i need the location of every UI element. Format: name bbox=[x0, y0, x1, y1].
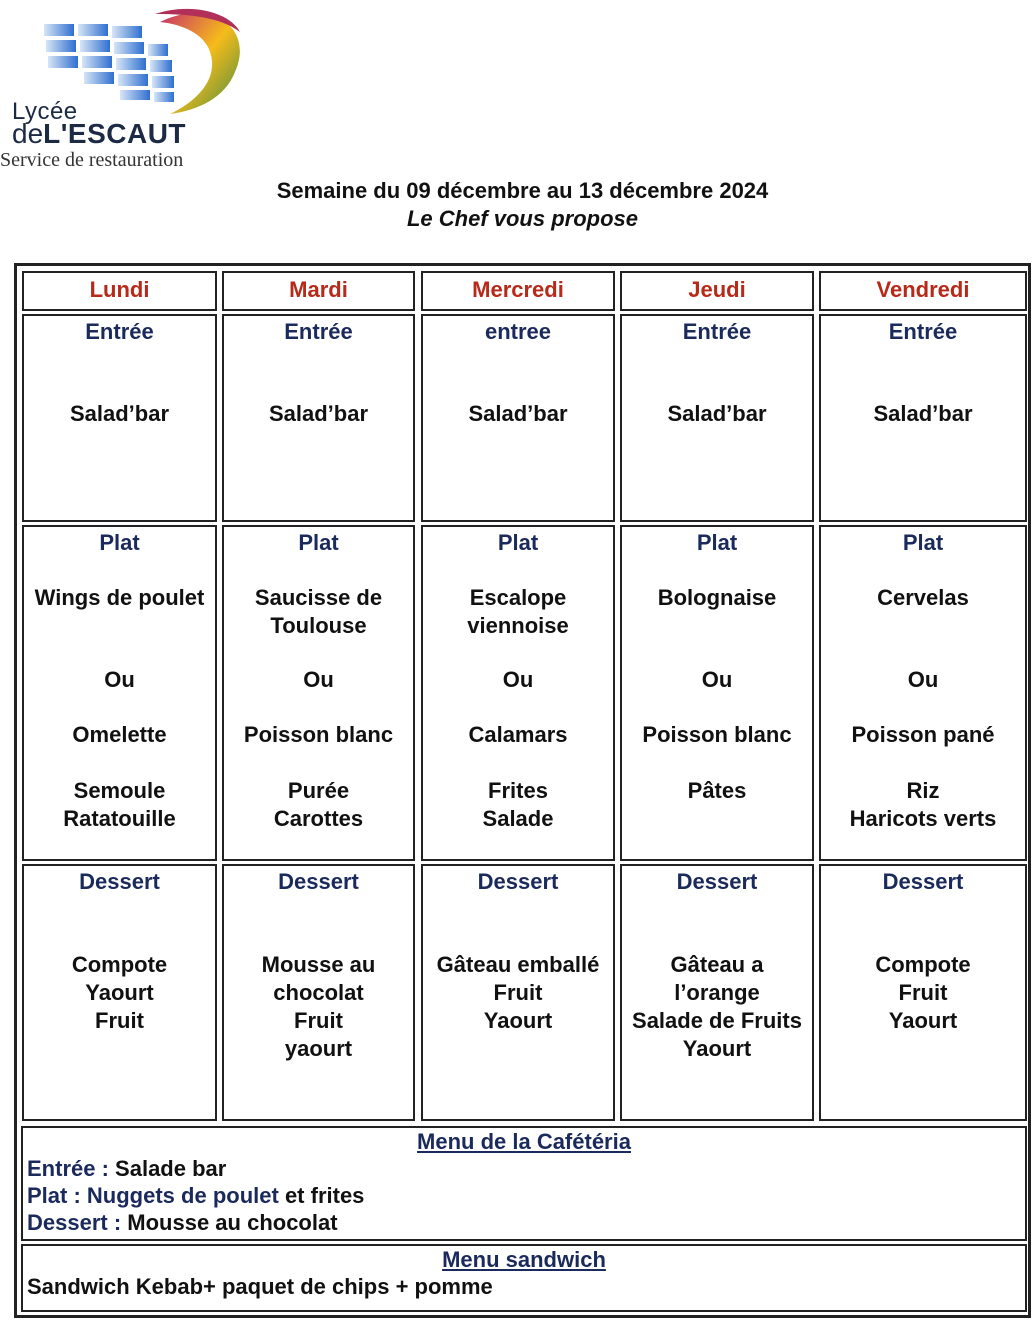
main-dish-1: Bolognaise bbox=[657, 585, 777, 610]
main-cell bbox=[620, 525, 814, 861]
starter-dish: Salad’bar bbox=[873, 401, 973, 426]
starter-label: Entrée bbox=[85, 319, 154, 344]
dessert-item: Mousse au bbox=[261, 952, 376, 977]
dessert-item: yaourt bbox=[284, 1036, 353, 1061]
main-dish-2: Omelette bbox=[72, 722, 167, 747]
dessert-item: Fruit bbox=[493, 980, 543, 1005]
day-header-vendredi: Vendredi bbox=[819, 271, 1027, 311]
main-label: Plat bbox=[99, 530, 140, 555]
school-logo bbox=[0, 0, 260, 175]
sandwich-menu bbox=[21, 1244, 1027, 1312]
sandwich-title: Menu sandwich bbox=[442, 1247, 606, 1272]
cafeteria-menu bbox=[21, 1126, 1027, 1241]
or-separator: Ou bbox=[303, 667, 334, 692]
cafeteria-starter-key: Entrée : bbox=[27, 1156, 109, 1181]
main-dish-1: Cervelas bbox=[877, 585, 969, 610]
menu-table bbox=[14, 263, 1031, 1318]
dessert-item: Fruit bbox=[898, 980, 948, 1005]
main-label: Plat bbox=[696, 530, 738, 555]
starter-cell bbox=[222, 314, 415, 522]
day-header-mercredi: Mercredi bbox=[421, 271, 615, 311]
side-dish: Frites bbox=[488, 778, 548, 803]
dessert-item: Gâteau emballé bbox=[436, 952, 600, 977]
starter-dish: Salad’bar bbox=[468, 401, 568, 426]
logo-line-name bbox=[12, 118, 186, 150]
starter-label: Entrée bbox=[682, 319, 752, 344]
main-label: Plat bbox=[298, 530, 339, 555]
side-dish: Purée bbox=[287, 778, 350, 803]
cafeteria-starter-value: Salade bar bbox=[115, 1156, 227, 1181]
starter-label: Entrée bbox=[284, 319, 353, 344]
main-dish-1: Wings de poulet bbox=[34, 585, 205, 610]
dessert-item: Yaourt bbox=[483, 1008, 553, 1033]
logo-school-name: L'ESCAUT bbox=[43, 118, 187, 149]
or-separator: Ou bbox=[502, 667, 534, 692]
cafeteria-dessert-key: Dessert : bbox=[27, 1210, 122, 1235]
side-dish: Riz bbox=[906, 778, 940, 803]
cafeteria-main-key: Plat : bbox=[27, 1183, 81, 1208]
cafeteria-main-suffix: et frites bbox=[284, 1183, 365, 1208]
side-dish: Haricots verts bbox=[849, 806, 997, 831]
main-dish-1: Saucisse de bbox=[254, 585, 383, 610]
dessert-cell bbox=[620, 864, 814, 1121]
starter-label: Entrée bbox=[888, 319, 958, 344]
dessert-item: l’orange bbox=[674, 980, 760, 1005]
dessert-item: Yaourt bbox=[682, 1036, 752, 1061]
logo-service-line: Service de restauration bbox=[0, 149, 184, 171]
dessert-item: Yaourt bbox=[888, 1008, 958, 1033]
dessert-cell bbox=[819, 864, 1027, 1121]
or-separator: Ou bbox=[907, 667, 939, 692]
starter-cell bbox=[22, 314, 217, 522]
starter-cell bbox=[620, 314, 814, 522]
dessert-item: Compote bbox=[71, 952, 168, 977]
cafeteria-main-value: Nuggets de poulet bbox=[86, 1183, 279, 1208]
main-dish-2: Calamars bbox=[468, 722, 568, 747]
main-cell bbox=[22, 525, 217, 861]
main-dish-2: Poisson blanc bbox=[243, 722, 394, 747]
side-dish: Ratatouille bbox=[63, 806, 176, 831]
starter-dish: Salad’bar bbox=[667, 401, 767, 426]
logo-prefix: de bbox=[12, 118, 44, 149]
side-dish: Salade bbox=[482, 806, 554, 831]
main-dish-1: Escalope bbox=[469, 585, 567, 610]
dessert-label: Dessert bbox=[278, 869, 359, 894]
main-cell bbox=[819, 525, 1027, 861]
day-header-mardi: Mardi bbox=[222, 271, 415, 311]
day-header-jeudi: Jeudi bbox=[620, 271, 814, 311]
week-title: Semaine du 09 décembre au 13 décembre 2024 bbox=[276, 178, 769, 203]
main-dish-1: viennoise bbox=[467, 613, 569, 638]
dessert-label: Dessert bbox=[882, 869, 964, 894]
or-separator: Ou bbox=[701, 667, 733, 692]
dessert-cell bbox=[421, 864, 615, 1121]
main-cell bbox=[222, 525, 415, 861]
dessert-cell bbox=[22, 864, 217, 1121]
main-dish-2: Poisson blanc bbox=[642, 722, 792, 747]
starter-label: entree bbox=[484, 319, 552, 344]
dessert-item: chocolat bbox=[273, 980, 364, 1005]
side-dish: Pâtes bbox=[687, 778, 747, 803]
starter-dish: Salad’bar bbox=[69, 401, 170, 426]
side-dish: Semoule bbox=[73, 778, 166, 803]
cafeteria-main bbox=[23, 1182, 1025, 1209]
dessert-item: Fruit bbox=[95, 1008, 144, 1033]
cafeteria-dessert-value: Mousse au chocolat bbox=[127, 1210, 338, 1235]
dessert-item: Salade de Fruits bbox=[632, 1008, 802, 1033]
dessert-cell bbox=[222, 864, 415, 1121]
logo-line-lycee: Lycée bbox=[12, 98, 78, 125]
cafeteria-starter bbox=[23, 1155, 1025, 1182]
main-label: Plat bbox=[497, 530, 539, 555]
main-cell bbox=[421, 525, 615, 861]
dessert-item: Gâteau a bbox=[670, 952, 764, 977]
chef-subtitle: Le Chef vous propose bbox=[406, 206, 639, 231]
cafeteria-title: Menu de la Cafétéria bbox=[417, 1129, 631, 1154]
dessert-item: Fruit bbox=[294, 1008, 343, 1033]
main-dish-2: Poisson pané bbox=[851, 722, 995, 747]
dessert-label: Dessert bbox=[79, 869, 160, 894]
main-label: Plat bbox=[902, 530, 944, 555]
side-dish: Carottes bbox=[273, 806, 364, 831]
sandwich-line: Sandwich Kebab+ paquet de chips + pomme bbox=[27, 1274, 493, 1299]
main-dish-1: Toulouse bbox=[270, 613, 367, 638]
day-header-lundi: Lundi bbox=[22, 271, 217, 311]
dessert-item: Yaourt bbox=[85, 980, 154, 1005]
dessert-item: Compote bbox=[875, 952, 971, 977]
cafeteria-dessert bbox=[23, 1209, 1025, 1236]
starter-cell bbox=[421, 314, 615, 522]
starter-dish: Salad’bar bbox=[268, 401, 369, 426]
or-separator: Ou bbox=[104, 667, 135, 692]
dessert-label: Dessert bbox=[676, 869, 758, 894]
dessert-label: Dessert bbox=[477, 869, 559, 894]
starter-cell bbox=[819, 314, 1027, 522]
